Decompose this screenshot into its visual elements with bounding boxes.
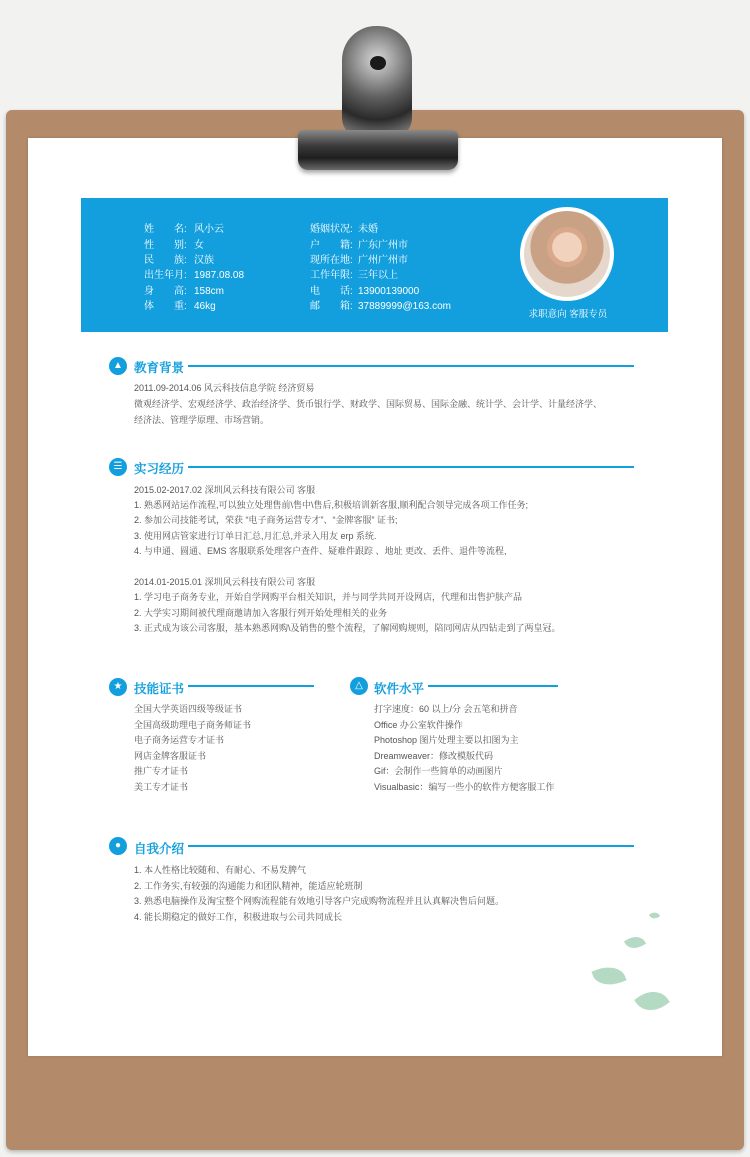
software-title: 软件水平 — [374, 682, 425, 696]
job1-header: 2015.02-2017.02 深圳风云科技有限公司 客服 — [134, 485, 316, 495]
software-item-6: Visualbasic：编写一些小的软件方便客服工作 — [374, 782, 555, 792]
job1-item-4: 4. 与申通、圆通、EMS 客服联系处理客户查件、疑难件跟踪 、地址 更改、丢件、退件等流程, — [134, 546, 507, 556]
email-value: 37889999@163.com — [358, 301, 451, 312]
database-icon: ☰ — [109, 458, 127, 476]
software-item-5: Gif：会制作一些简单的动画图片 — [374, 766, 503, 776]
hukou-value: 广东广州市 — [358, 240, 408, 251]
hukou-label: 户 籍: — [310, 240, 353, 251]
clip-hole — [370, 56, 386, 70]
self-item-2: 2. 工作务实,有较强的沟通能力和团队精神，能适应轮班制 — [134, 881, 363, 891]
education-divider — [188, 365, 634, 367]
job2-header: 2014.01-2015.01 深圳风云科技有限公司 客服 — [134, 577, 316, 587]
weight-label: 体 重: — [144, 301, 187, 312]
phone-value: 13900139000 — [358, 286, 420, 297]
self-divider — [188, 845, 634, 847]
experience-title: 实习经历 — [134, 462, 185, 476]
phone-label: 电 话: — [310, 286, 353, 297]
clip-base — [298, 130, 458, 170]
info-gender — [144, 236, 204, 251]
skill-item-6: 美工专才证书 — [134, 782, 189, 792]
info-residence — [310, 251, 408, 266]
education-line-1: 2011.09-2014.06 风云科技信息学院 经济贸易 — [134, 383, 315, 393]
info-marital — [310, 220, 378, 235]
skill-item-4: 网店金牌客服证书 — [134, 751, 207, 761]
job-intention: 求职意向 客服专员 — [528, 309, 608, 320]
trophy-icon: ★ — [109, 678, 127, 696]
skill-item-1: 全国大学英语四级等级证书 — [134, 704, 243, 714]
job2-item-3: 3. 正式成为该公司客服，基本熟悉网购\及销售的整个流程，了解网购规则，陪同网店从四钻走到了两皇冠。 — [134, 623, 561, 633]
education-line-2: 微观经济学、宏观经济学、政治经济学、货币银行学、财政学、国际贸易、国际金融、统计学、会计学、计量经济学、 — [134, 399, 603, 409]
users-icon: ● — [109, 837, 127, 855]
software-item-3: Photoshop 图片处理主要以扣图为主 — [374, 735, 519, 745]
clip-ring — [342, 26, 412, 138]
graduation-cap-icon: ▲ — [109, 357, 127, 375]
info-years — [310, 266, 398, 281]
job1-item-2: 2. 参加公司技能考试，荣获 “电子商务运营专才”、“金牌客服” 证书; — [134, 515, 398, 525]
education-title: 教育背景 — [134, 361, 185, 375]
height-value: 158cm — [194, 286, 225, 297]
residence-value: 广州广州市 — [358, 255, 408, 266]
residence-label: 现所在地: — [310, 255, 353, 266]
birth-value: 1987.08.08 — [194, 270, 245, 281]
info-ethnicity — [144, 251, 214, 266]
flask-icon: △ — [350, 677, 368, 695]
education-line-3: 经济法、管理学原理、市场营销。 — [134, 415, 270, 425]
years-value: 三年以上 — [358, 270, 398, 281]
software-item-4: Dreamweaver：修改模版代码 — [374, 751, 494, 761]
self-item-4: 4. 能长期稳定的做好工作，积极进取与公司共同成长 — [134, 912, 343, 922]
skill-item-5: 推广专才证书 — [134, 766, 189, 776]
email-label: 邮 箱: — [310, 301, 353, 312]
height-label: 身 高: — [144, 286, 187, 297]
job1-item-3: 3. 使用网店管家进行订单日汇总,月汇总,并录入用友 erp 系统. — [134, 531, 377, 541]
skills-title: 技能证书 — [134, 682, 185, 696]
info-weight — [144, 297, 216, 312]
ethnicity-label: 民 族: — [144, 255, 187, 266]
info-email — [310, 297, 451, 312]
weight-value: 46kg — [194, 301, 216, 312]
experience-divider — [188, 466, 634, 468]
gender-value: 女 — [194, 240, 204, 251]
self-title: 自我介绍 — [134, 842, 185, 856]
self-item-1: 1. 本人性格比较随和、有耐心、不易发脾气 — [134, 865, 307, 875]
skill-item-2: 全国高级助理电子商务师证书 — [134, 720, 252, 730]
info-phone — [310, 282, 419, 297]
info-birth — [144, 266, 244, 281]
software-divider — [428, 685, 558, 687]
marital-value: 未婚 — [358, 224, 378, 235]
ethnicity-value: 汉族 — [194, 255, 214, 266]
software-item-1: 打字速度：60 以上/分 会五笔和拼音 — [374, 704, 518, 714]
job2-item-1: 1. 学习电子商务专业，开始自学网购平台相关知识，并与同学共同开设网店，代理和出售护肤产品 — [134, 592, 523, 602]
birth-label: 出生年月: — [144, 270, 187, 281]
info-name — [144, 220, 224, 235]
job2-item-2: 2. 大学实习期间被代理商邀请加入客服行列开始处理相关的业务 — [134, 608, 388, 618]
skills-divider — [188, 685, 314, 687]
name-label: 姓 名: — [144, 224, 187, 235]
job1-item-1: 1. 熟悉网站运作流程,可以独立处理售前\售中\售后,积极培训新客服,顺利配合领导完成各项工作任务; — [134, 500, 529, 510]
marital-label: 婚姻状况: — [310, 224, 353, 235]
avatar — [520, 207, 614, 301]
info-height — [144, 282, 224, 297]
name-value: 风小云 — [194, 224, 224, 235]
skill-item-3: 电子商务运营专才证书 — [134, 735, 225, 745]
avatar-photo — [524, 211, 610, 297]
info-hukou — [310, 236, 408, 251]
years-label: 工作年限: — [310, 270, 353, 281]
gender-label: 性 别: — [144, 240, 187, 251]
self-item-3: 3. 熟悉电脑操作及淘宝整个网购流程能有效地引导客户完成购物流程并且认真解决售后问题。 — [134, 896, 505, 906]
software-item-2: Office 办公室软件操作 — [374, 720, 463, 730]
